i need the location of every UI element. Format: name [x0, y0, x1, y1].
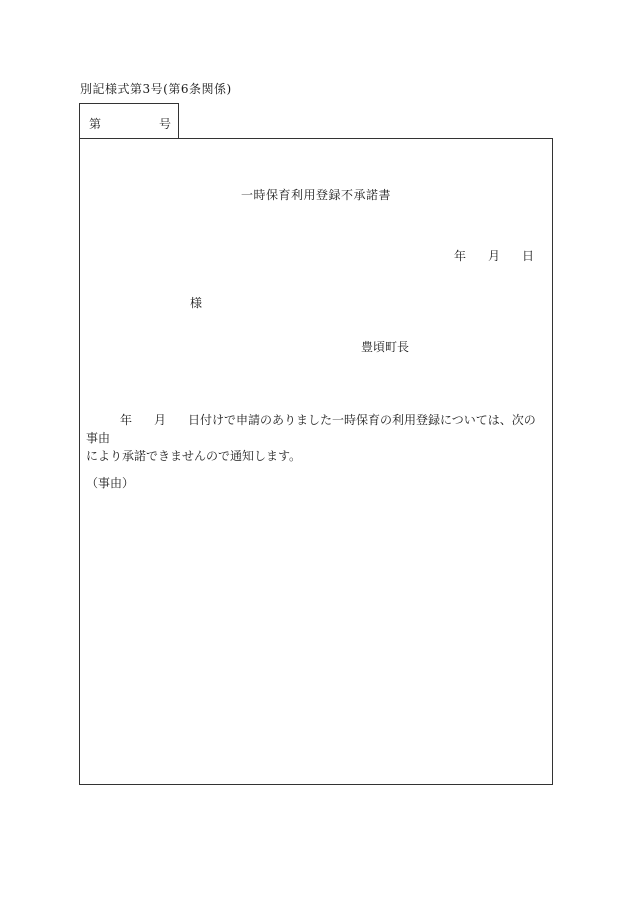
form-reference: 別記様式第3号(第6条関係)	[80, 82, 232, 96]
body-line-1	[86, 411, 546, 447]
notice-body	[86, 411, 546, 465]
issuer-name: 豊頃町長	[361, 340, 410, 354]
document-number-box	[79, 103, 179, 138]
body-line-2: により承諾できませんので通知します。	[86, 449, 302, 463]
body-line1-text: 日付けで申請のありました一時保育の利用登録については、次の事由	[86, 413, 536, 445]
issue-date	[454, 247, 534, 264]
document-title: 一時保育利用登録不承諾書	[240, 188, 391, 202]
date-month-label: 月	[487, 249, 500, 263]
number-prefix: 第	[89, 117, 102, 131]
number-suffix: 号	[159, 117, 172, 131]
document-frame	[79, 138, 553, 785]
body-month-label: 月	[154, 413, 167, 427]
addressee-honorific: 様	[190, 296, 203, 310]
date-day-label: 日	[521, 249, 534, 263]
date-year-label: 年	[453, 249, 466, 263]
reason-label: （事由）	[86, 476, 135, 490]
body-year-label: 年	[120, 413, 133, 427]
